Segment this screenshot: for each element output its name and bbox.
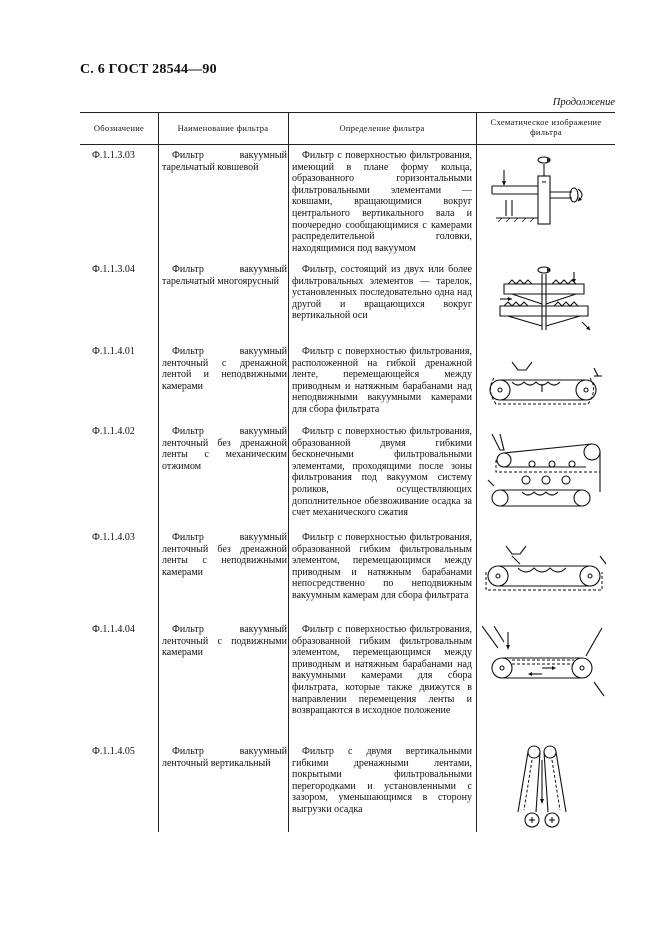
row-definition: Фильтр с двумя вертикальными гибкими дренажными лентами, покрытыми фильтровальными перегородками и установленными с зазором, уменьшающимся в сторону выгрузки осадка <box>292 746 472 815</box>
row-name: Фильтр вакуумный ленточный с дренажной лентой и неподвижными камерами <box>162 346 287 392</box>
row-name: Фильтр вакуумный ленточный без дренажной ленты с неподвижными камерами <box>162 532 287 578</box>
row-code: Ф.1.1.4.05 <box>92 746 135 757</box>
row-definition: Фильтр, состоящий из двух или более фильтровальных элементов — тарелок, установленных последовательно одна над другой и вращающихся вокруг вертикальной оси <box>292 264 472 322</box>
column-header-schematic: Схематическое изображение фильтра <box>490 117 602 137</box>
column-header-code: Обозначение <box>93 123 145 133</box>
row-name: Фильтр вакуумный тарельчатый многоярусный <box>162 264 287 287</box>
row-name: Фильтр вакуумный ленточный вертикальный <box>162 746 287 769</box>
filter-schematic-belt-fixed <box>482 542 612 607</box>
filter-schematic-belt-press <box>482 430 612 525</box>
row-code: Ф.1.1.3.04 <box>92 264 135 275</box>
page-header: С. 6 ГОСТ 28544—90 <box>80 62 217 77</box>
column-divider <box>158 112 159 832</box>
row-definition: Фильтр с поверхностью фильтрования, образованной гибким фильтровальным элементом, перемещающимся между приводным и натяжным барабанами над вакуумными камерами для сбора фильтрата, которые также движутся в направлении перемещения ленты и возвращаются в исходное положение <box>292 624 472 717</box>
row-name: Фильтр вакуумный ленточный без дренажной ленты с механическим отжимом <box>162 426 287 472</box>
row-code: Ф.1.1.4.01 <box>92 346 135 357</box>
row-code: Ф.1.1.4.02 <box>92 426 135 437</box>
row-code: Ф.1.1.4.04 <box>92 624 135 635</box>
row-definition: Фильтр с поверхностью фильтрования, образованной двумя гибкими бесконечными фильтровальными элементами, проходящими после зоны фильтрования под вакуумом систему роликов, осуществляющих дополнительное обезвоживание осадка за счет механического сжатия <box>292 426 472 519</box>
row-code: Ф.1.1.4.03 <box>92 532 135 543</box>
column-header-name: Наименование фильтра <box>177 123 269 133</box>
table-header-rule <box>80 144 615 145</box>
column-divider <box>288 112 289 832</box>
row-name: Фильтр вакуумный ленточный с подвижными камерами <box>162 624 287 658</box>
column-header-definition: Определение фильтра <box>339 123 425 133</box>
filter-schematic-belt-drainage <box>482 356 612 421</box>
row-name: Фильтр вакуумный тарельчатый ковшевой <box>162 150 287 173</box>
row-definition: Фильтр с поверхностью фильтрования, расположенной на гибкой дренажной ленте, перемещающейся между приводным и натяжным барабанами над неподвижными вакуумными камерами для сбора фильтрата <box>292 346 472 415</box>
filter-schematic-multitier-tray <box>482 264 612 341</box>
row-code: Ф.1.1.3.03 <box>92 150 135 161</box>
filter-schematic-bucket-tray <box>482 152 612 237</box>
row-definition: Фильтр с поверхностью фильтрования, имеющий в плане форму кольца, образованного горизонтальными фильтровальными элементами — ковшами, вращающимися вокруг центрального вертикального вала и поочередно сообщающимися с камерами распределительной головки, находящимися под вакуумом <box>292 150 472 254</box>
continuation-label: Продолжение <box>552 97 615 108</box>
filter-schematic-belt-vertical <box>508 742 578 837</box>
column-divider <box>476 112 477 832</box>
row-definition: Фильтр с поверхностью фильтрования, образованной гибким фильтровальным элементом, перемещающимся между приводным и натяжным барабанами непосредственно по неподвижным вакуумным камерам для сбора фильтрата <box>292 532 472 601</box>
table-top-rule <box>80 112 615 113</box>
filter-table <box>80 112 615 832</box>
filter-schematic-belt-moving <box>482 624 612 709</box>
